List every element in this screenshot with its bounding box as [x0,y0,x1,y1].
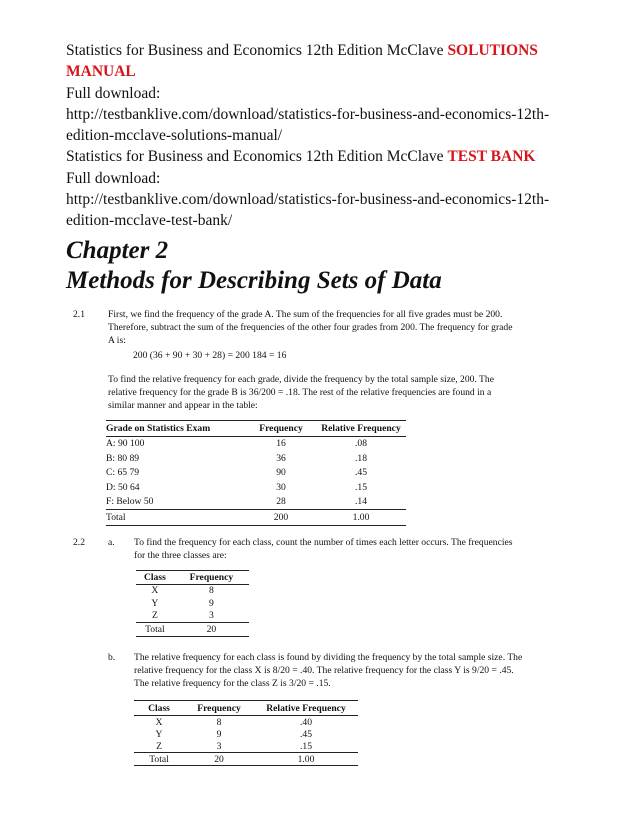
chapter-subtitle: Methods for Describing Sets of Data [66,267,442,294]
table-row: X 8 .40 [155,716,312,728]
column-header: Class [148,702,170,714]
solutions-label: SOLUTIONS [447,42,538,59]
table-row: Z 3 .15 [156,740,312,752]
class-relative-frequency-table [134,700,358,766]
part-a-label: a. [108,537,115,548]
table-row: F: Below 50 28 .14 [106,496,367,508]
chapter-heading [66,236,442,296]
full-download-label-2: Full download: [66,169,161,187]
part-b-label: b. [108,652,116,663]
header-line-1: Statistics for Business and Economics 12th Edition McClave SOLUTIONS [66,42,538,59]
column-header: Frequency [189,571,234,583]
solutions-link-line-1[interactable]: http://testbanklive.com/download/statistics-for-business-and-economics-12th- [66,105,550,123]
table-row: A: 90 100 16 .08 [106,438,367,450]
table-header-row [134,701,358,716]
table-row: D: 50 64 30 .15 [106,481,367,493]
table-total-row: Total 20 [136,623,249,637]
class-frequency-table [136,570,249,637]
exercise-2-1-paragraph-1: First, we find the frequency of the grade A. The sum of the frequencies for all five grades must be 200. Therefore, subtract the sum of the frequencies of the other four grades from 200. The frequency for grade A is: [108,309,513,346]
table-row: X 8 [151,585,214,597]
table-header-row [136,571,249,585]
column-header: Relative Frequency [266,702,346,714]
table-row: Y 9 .45 [155,728,312,740]
table-row: C: 65 79 90 .45 [106,467,367,479]
exercise-2-1-paragraph-2: To find the relative frequency for each grade, divide the frequency by the total sample size, 200. The relative frequency for the grade B is 36/200 = .18. The rest of the relative frequencies are found in a similar manner and appear in the table: [108,374,494,411]
column-header: Grade on Statistics Exam [106,422,211,434]
grade-frequency-table [106,420,406,526]
table-row: Z 3 [151,610,214,622]
column-header: Frequency [197,702,241,714]
exercise-2-1-equation: 200 (36 + 90 + 30 + 28) = 200 184 = 16 [133,350,287,361]
chapter-title: Chapter 2 [66,237,169,264]
solutions-link-line-2[interactable]: edition-mcclave-solutions-manual/ [66,127,283,145]
test-bank-link-line-1[interactable]: http://testbanklive.com/download/statistics-for-business-and-economics-12th- [66,191,550,209]
column-header: Class [143,571,166,583]
test-bank-label: TEST BANK [447,148,536,166]
table-total-row: Total 200 1.00 [106,510,406,526]
exercise-2-2-number: 2.2 [73,537,85,548]
column-header: Frequency [259,422,303,434]
column-header: Relative Frequency [321,422,401,434]
header-line-6: Statistics for Business and Economics 12th Edition McClave TEST BANK [66,148,536,166]
exercise-2-1-number: 2.1 [73,309,85,320]
download-header [66,40,586,232]
manual-label: MANUAL [66,63,136,81]
table-row: Y 9 [151,597,214,609]
part-b-text: The relative frequency for each class is found by dividing the frequency by the total sample size. The relative frequency for the class X is 8/20 = .40. The relative frequency for the class Y is 9/20 = .45. The relative frequency for the class Z is 3/20 = .15. [134,652,523,689]
table-total-row: Total 20 1.00 [134,753,358,766]
test-bank-link-line-2[interactable]: edition-mcclave-test-bank/ [66,212,233,230]
table-header-row [106,421,406,437]
part-a-text: To find the frequency for each class, count the number of times each letter occurs. The frequencies for the three classes are: [134,537,513,561]
header-line-2 [66,61,586,82]
table-row: B: 80 89 36 .18 [106,452,367,464]
full-download-label-1: Full download: [66,84,161,102]
